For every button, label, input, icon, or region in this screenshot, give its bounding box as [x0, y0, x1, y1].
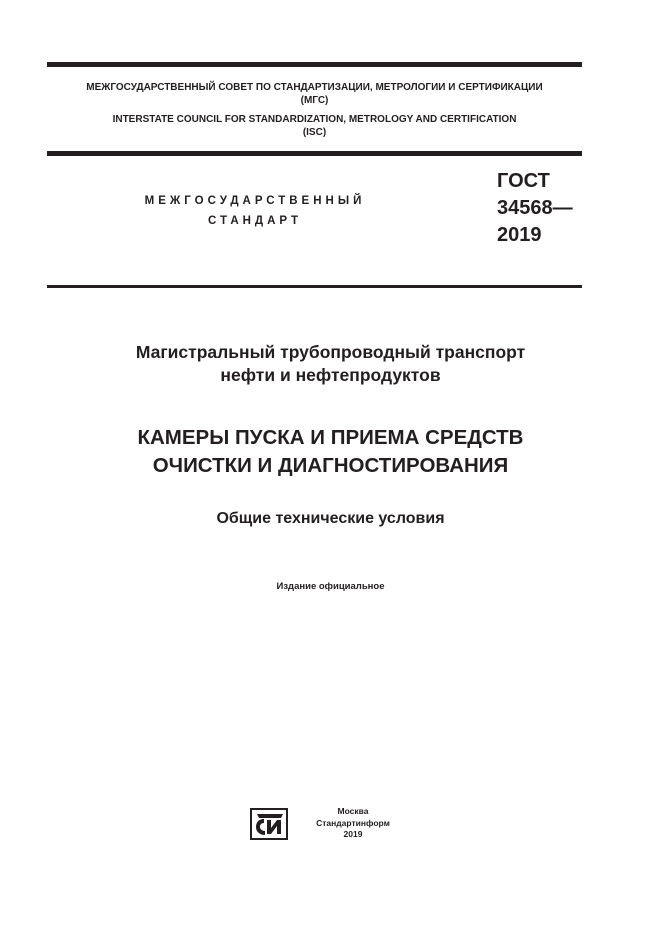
gost-number: 34568—: [497, 197, 573, 219]
gost-designation: [497, 168, 573, 249]
council-name-ru-line2: (МГС): [300, 95, 329, 106]
document-subtitle: [0, 341, 661, 387]
council-name-ru-line1: МЕЖГОСУДАРСТВЕННЫЙ СОВЕТ ПО СТАНДАРТИЗАЦИИ, МЕТРОЛОГИИ И СЕРТИФИКАЦИИ: [86, 82, 543, 93]
document-conditions: Общие технические условия: [216, 510, 445, 527]
publisher-city: Москва: [337, 806, 369, 816]
subtitle-line2: нефти и нефтепродуктов: [220, 365, 441, 385]
header-bottom-rule: [47, 151, 582, 156]
standartinform-logo-icon: [250, 808, 288, 840]
designation-bottom-rule: [47, 285, 582, 288]
standard-type-line2: СТАНДАРТ: [208, 215, 302, 227]
title-line2: ОЧИСТКИ И ДИАГНОСТИРОВАНИЯ: [152, 454, 509, 477]
council-name-en: [47, 113, 582, 139]
council-name-ru: [47, 81, 582, 107]
subtitle-line1: Магистральный трубопроводный транспорт: [135, 342, 526, 362]
standard-type-line1: МЕЖГОСУДАРСТВЕННЫЙ: [144, 195, 366, 207]
gost-year: 2019: [497, 224, 542, 246]
publisher-text: [308, 806, 398, 841]
publisher-block: [250, 806, 430, 846]
publisher-name: Стандартинформ: [316, 817, 390, 828]
title-line1: КАМЕРЫ ПУСКА И ПРИЕМА СРЕДСТВ: [137, 426, 524, 449]
gost-label: ГОСТ: [497, 170, 550, 192]
document-title: [0, 424, 661, 480]
council-name-en-line1: INTERSTATE COUNCIL FOR STANDARDIZATION, METROLOGY AND CERTIFICATION: [112, 114, 517, 125]
edition-label: Издание официальное: [276, 581, 385, 592]
council-name-en-line2: (ISC): [302, 127, 327, 138]
top-rule: [47, 62, 582, 67]
standard-type: [120, 191, 390, 231]
publisher-year: 2019: [343, 829, 363, 839]
